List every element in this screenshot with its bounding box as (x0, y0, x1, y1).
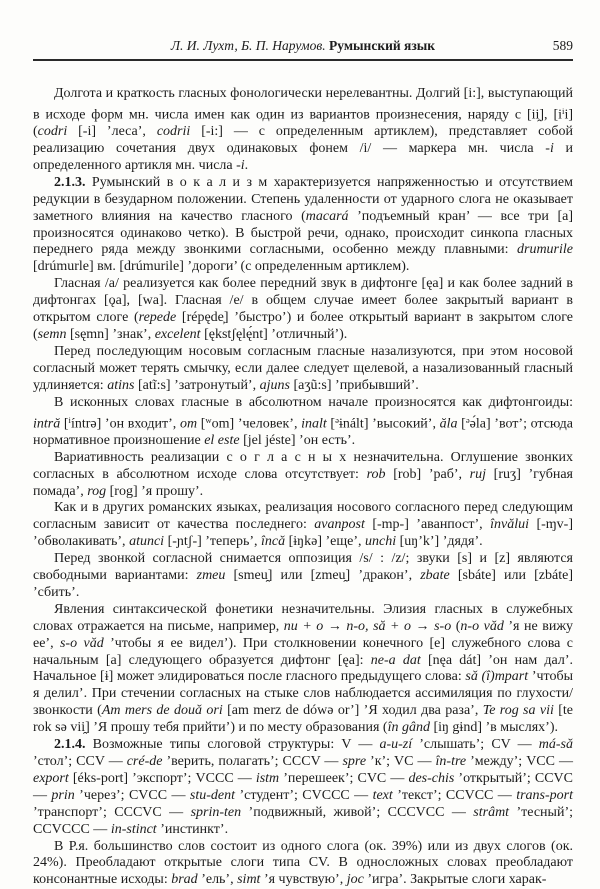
page-number: 589 (552, 38, 573, 53)
text-run: ’к’; VC — (366, 754, 436, 769)
foreign-term: simt (237, 872, 261, 888)
foreign-term: ne-a dat (370, 652, 421, 668)
text-run: ’подъемный кран’ — все три [a] произносятся одинаково четко). В быстрой речи, однако, происходит синкопа гласных переднего ряда между звонкими согласными, особенно между плавными: (33, 208, 574, 258)
text-run: [iŋ gɨnd] ’в мыслях’). (429, 720, 558, 736)
foreign-term: învălui (490, 517, 529, 533)
foreign-term: in-stinct (110, 821, 157, 837)
foreign-term: s-o văd (59, 635, 104, 651)
foreign-term: avanpost (314, 517, 365, 533)
section-number: 2.1.4. (54, 737, 86, 753)
page-body (33, 86, 573, 889)
foreign-term: n-o, să + o (346, 618, 412, 634)
text-run: [sbáte] или [zbáte] ’сбить’. (33, 568, 573, 600)
text-run: [-ɲtʃ-] ’теперь’, (164, 534, 262, 550)
text-run: Как и в других романских языках, реализация носового согласного перед следующим согласным зависит от качества последнего: (33, 500, 573, 533)
text-run: ’перешеек’; CVC — (279, 770, 409, 786)
text-run: ’между’; VCC — (466, 754, 573, 769)
text-run: [smeu̯] или [zmeu̯] ’дракон’, (225, 568, 421, 584)
text-run: ( (451, 618, 461, 634)
foreign-term: má-să (538, 737, 573, 753)
foreign-term: excelent (154, 327, 201, 343)
text-run: [ (457, 415, 466, 431)
running-head-title: Румынский язык (329, 38, 436, 53)
text-run: [ruʒ] ’губная помада’, (33, 466, 573, 499)
text-run: ’подвижный, живой’; CCCVCC — (241, 804, 474, 820)
foreign-term: cré-de (126, 754, 163, 769)
text-run: [-i:] — с определенным артиклем), представляет собой реализацию сочетания двух одинаковых фонем /i/ — маркера мн. числа (33, 124, 573, 157)
text-run: [rog] ’я прошу’. (106, 483, 204, 499)
text-run: [ (197, 415, 206, 431)
foreign-term: în gând (387, 720, 430, 736)
text-run: [-ɱv-] ’обволакивать’, (33, 517, 573, 550)
foreign-term: prin (51, 787, 75, 803)
text-run: Вариативность реализации с о г л а с н ы х незначительна. Оглушение звонких согласных в абсолютном исходе слова отсутствует: (33, 449, 573, 482)
text-run: ’открытый’; CCVC — (33, 770, 573, 803)
foreign-term: -i (236, 157, 245, 173)
text-run: ə́la] ’вот’; отсюда нормативное произношение (33, 415, 573, 448)
text-run: В исконных словах гласные в абсолютном начале произносятся как дифтонгоиды: (54, 394, 573, 410)
text-run: В Р.я. большинство слов состоит из одного слога (ок. 39%) или из двух слогов (ок. 24%). Преобладают открытые слоги типа CV. В односложных словах преобладают консонантные исходы: (33, 838, 573, 888)
text-run: Возможные типы слоговой структуры: V — (85, 737, 380, 753)
text-run: ’текст’; CCVCC — (392, 787, 517, 803)
paragraph (33, 500, 573, 551)
foreign-term: atins (107, 377, 135, 393)
text-run: ’я чувствую’, (260, 872, 347, 888)
foreign-term: repede (138, 310, 177, 326)
text-run: [ (326, 415, 336, 431)
text-run: [sęmn] ’знак’, (66, 327, 155, 343)
text-run: ’слышать’; CV — (412, 737, 539, 753)
foreign-term: s-o (434, 618, 452, 634)
foreign-term: stu-dent (189, 787, 236, 803)
text-run: íntrə] ’он входит’, (70, 415, 180, 431)
text-run: Перед последующим носовым согласным гласные назализуются, при этом носовой согласный может терять смычку, если далее следует щелевой, а назализованный гласный удлиняется: (33, 343, 573, 393)
text-run: [atĩ:s] ’затронутый’, (134, 377, 260, 393)
text-run: Гласная /a/ реализуется как более передний звук в дифтонге [ęa] и как более задний в дифтонгах [ǫa], [wa]. Гласная /e/ в общем случае имеет более закрытый вариант в открытом слоге ( (33, 276, 573, 326)
text-run: om] ’человек’, (211, 415, 302, 431)
text-run: и определенного артикля мн. числа (33, 141, 573, 173)
text-run: i (562, 105, 565, 116)
text-run: ’чтобы я ее видел’). При столкновении конечного [e] служебного слова с начальным [a] следующего образуется дифтонг [ęa]: (33, 635, 574, 668)
text-run: ’стол’; CCV — (33, 754, 127, 769)
text-run: w (205, 414, 212, 425)
foreign-term: sprin-ten (190, 804, 242, 820)
text-run: ɨnált] ’высокий’, (338, 415, 440, 431)
foreign-term: codri (37, 124, 68, 140)
paragraph (33, 839, 573, 889)
foreign-term: rog (87, 483, 107, 499)
foreign-term: zbate (420, 568, 450, 584)
text-run: i (68, 414, 71, 425)
text-run: ’верить, полагать’; CCCV — (162, 754, 343, 769)
text-run: ’студент’; CVCCC — (235, 787, 373, 803)
paragraph (33, 602, 573, 737)
foreign-term: trans-port (516, 787, 574, 803)
foreign-term: joc (346, 872, 364, 888)
foreign-term: drumurile (517, 242, 573, 258)
foreign-term: semn (37, 327, 67, 343)
text-run: [te rok sə vii̯] ’Я прошу тебя прийти’) и по месту образования ( (33, 703, 574, 736)
foreign-term: inalt (301, 415, 327, 431)
header-rule (33, 59, 573, 61)
foreign-term: n-o văd (460, 618, 504, 634)
foreign-term: brad (171, 872, 198, 888)
text-run: [aʒũ:s] ’прибывший’. (289, 377, 419, 393)
foreign-term: export (33, 770, 69, 786)
foreign-term: Te rog sa vii (482, 703, 554, 719)
foreign-term: în-tre (435, 754, 467, 769)
foreign-term: spre (342, 754, 367, 769)
text-run: [-i] ’леса’, (67, 124, 157, 140)
foreign-term: des-chis (408, 770, 455, 786)
foreign-term: macará (305, 208, 349, 224)
section-number: 2.1.3. (54, 174, 86, 190)
text-run: ’тесный’; CCVCCC — (33, 804, 573, 837)
paragraph (33, 175, 573, 276)
text-run: ’транспорт’; CCCVC — (33, 804, 191, 820)
text-run: ’инстинкт’. (156, 821, 229, 837)
text-run: ’я не вижу ее’, (33, 618, 573, 651)
foreign-term: el este (204, 432, 240, 448)
text-run: [drúmurle] вм. [drúmurile] ’дороги’ (с определенным артиклем). (33, 259, 410, 275)
text-run: → (411, 618, 435, 634)
foreign-term: rob (366, 466, 386, 482)
text-run: [ɨŋkə] ’еще’, (285, 534, 366, 550)
text-run: . (244, 157, 249, 173)
text-run: ’через’; CVCC — (74, 787, 190, 803)
text-run: ’ель’, (197, 872, 238, 888)
text-run: i] ( (33, 107, 573, 140)
text-run: [rob] ’раб’, (385, 466, 470, 482)
paragraph (33, 551, 573, 602)
foreign-term: încă (261, 534, 286, 550)
foreign-term: istm (255, 770, 280, 786)
text-run: [jel jéste] ’он есть’. (239, 432, 356, 448)
text-run: ə (465, 414, 470, 425)
foreign-term: strâmt (473, 804, 510, 820)
text-run: Перед звонкой согласной снимается оппозиция /s/ : /z/; звуки [s] и [z] являются свободными вариантами: (33, 551, 573, 584)
foreign-term: intră (33, 415, 61, 431)
text-run: [répęde̦] ’быстро’) и более открытый вариант в закрытом слоге ( (33, 310, 573, 343)
text-run: ə (335, 414, 339, 425)
foreign-term: atunci (129, 534, 165, 550)
foreign-term: ăla (439, 415, 458, 431)
foreign-term: ajuns (259, 377, 290, 393)
paragraph (33, 450, 573, 501)
text-run: Явления синтаксической фонетики незначительны. Элизия гласных в служебных словах отражается на письме, например, (33, 601, 573, 634)
foreign-term: text (372, 787, 393, 803)
text-run: ’игра’. Закрытые слоги харак- (363, 872, 547, 888)
paragraph (33, 395, 573, 450)
foreign-term: nu + o (283, 618, 324, 634)
foreign-term: Am mers de două ori (101, 703, 223, 719)
foreign-term: om (179, 415, 198, 431)
foreign-term: ruj (469, 466, 486, 482)
paragraph (33, 737, 573, 838)
paragraph (33, 86, 573, 175)
foreign-term: -i (545, 141, 554, 157)
text-run: → (323, 618, 347, 634)
text-run: ’чтобы я делил’. При стечении согласных на стыке слов наблюдается ассимиляция по глухости/звонкости ( (33, 669, 573, 719)
running-head-authors: Л. И. Лухт, Б. П. Нарумов. (170, 38, 329, 53)
foreign-term: a-u-zí (379, 737, 413, 753)
foreign-term: zmeu (196, 568, 226, 584)
text-run: [ (60, 415, 69, 431)
text-run: [ękstʃęlę́nt] ’отличный’). (200, 327, 348, 343)
text-run: [nęa dát] ’он нам дал’. Начальное [ɨ] может элидироваться после гласного предыдущего слова: (33, 652, 574, 685)
paragraph (33, 276, 573, 344)
running-head (33, 36, 573, 55)
text-run: [-mp-] ’аванпост’, (364, 517, 491, 533)
text-run: [am merz de dówə or’] ’Я ходил два раза’, (222, 703, 483, 719)
text-run: [éks-port] ’экспорт’; VCCC — (68, 770, 256, 786)
foreign-term: să (î)mpart (465, 669, 529, 685)
text-run: Долгота и краткость гласных фонологически нерелевантны. Долгий [i:], выступающий в исходе форм мн. числа имен как один из вариантов произнесения, наряду с [ii̯], [i (33, 86, 573, 123)
foreign-term: codrii (156, 124, 191, 140)
text-run: Румынский в о к а л и з м характеризуется напряженностью и отсутствием редукции в безударном положении. Степень удаленности от ударного слога не оказывает заметного влияния на качество гласного ( (33, 174, 573, 224)
foreign-term: unchi (365, 534, 397, 550)
text-run: [uŋ’k’] ’дядя’. (396, 534, 483, 550)
paragraph (33, 344, 573, 395)
